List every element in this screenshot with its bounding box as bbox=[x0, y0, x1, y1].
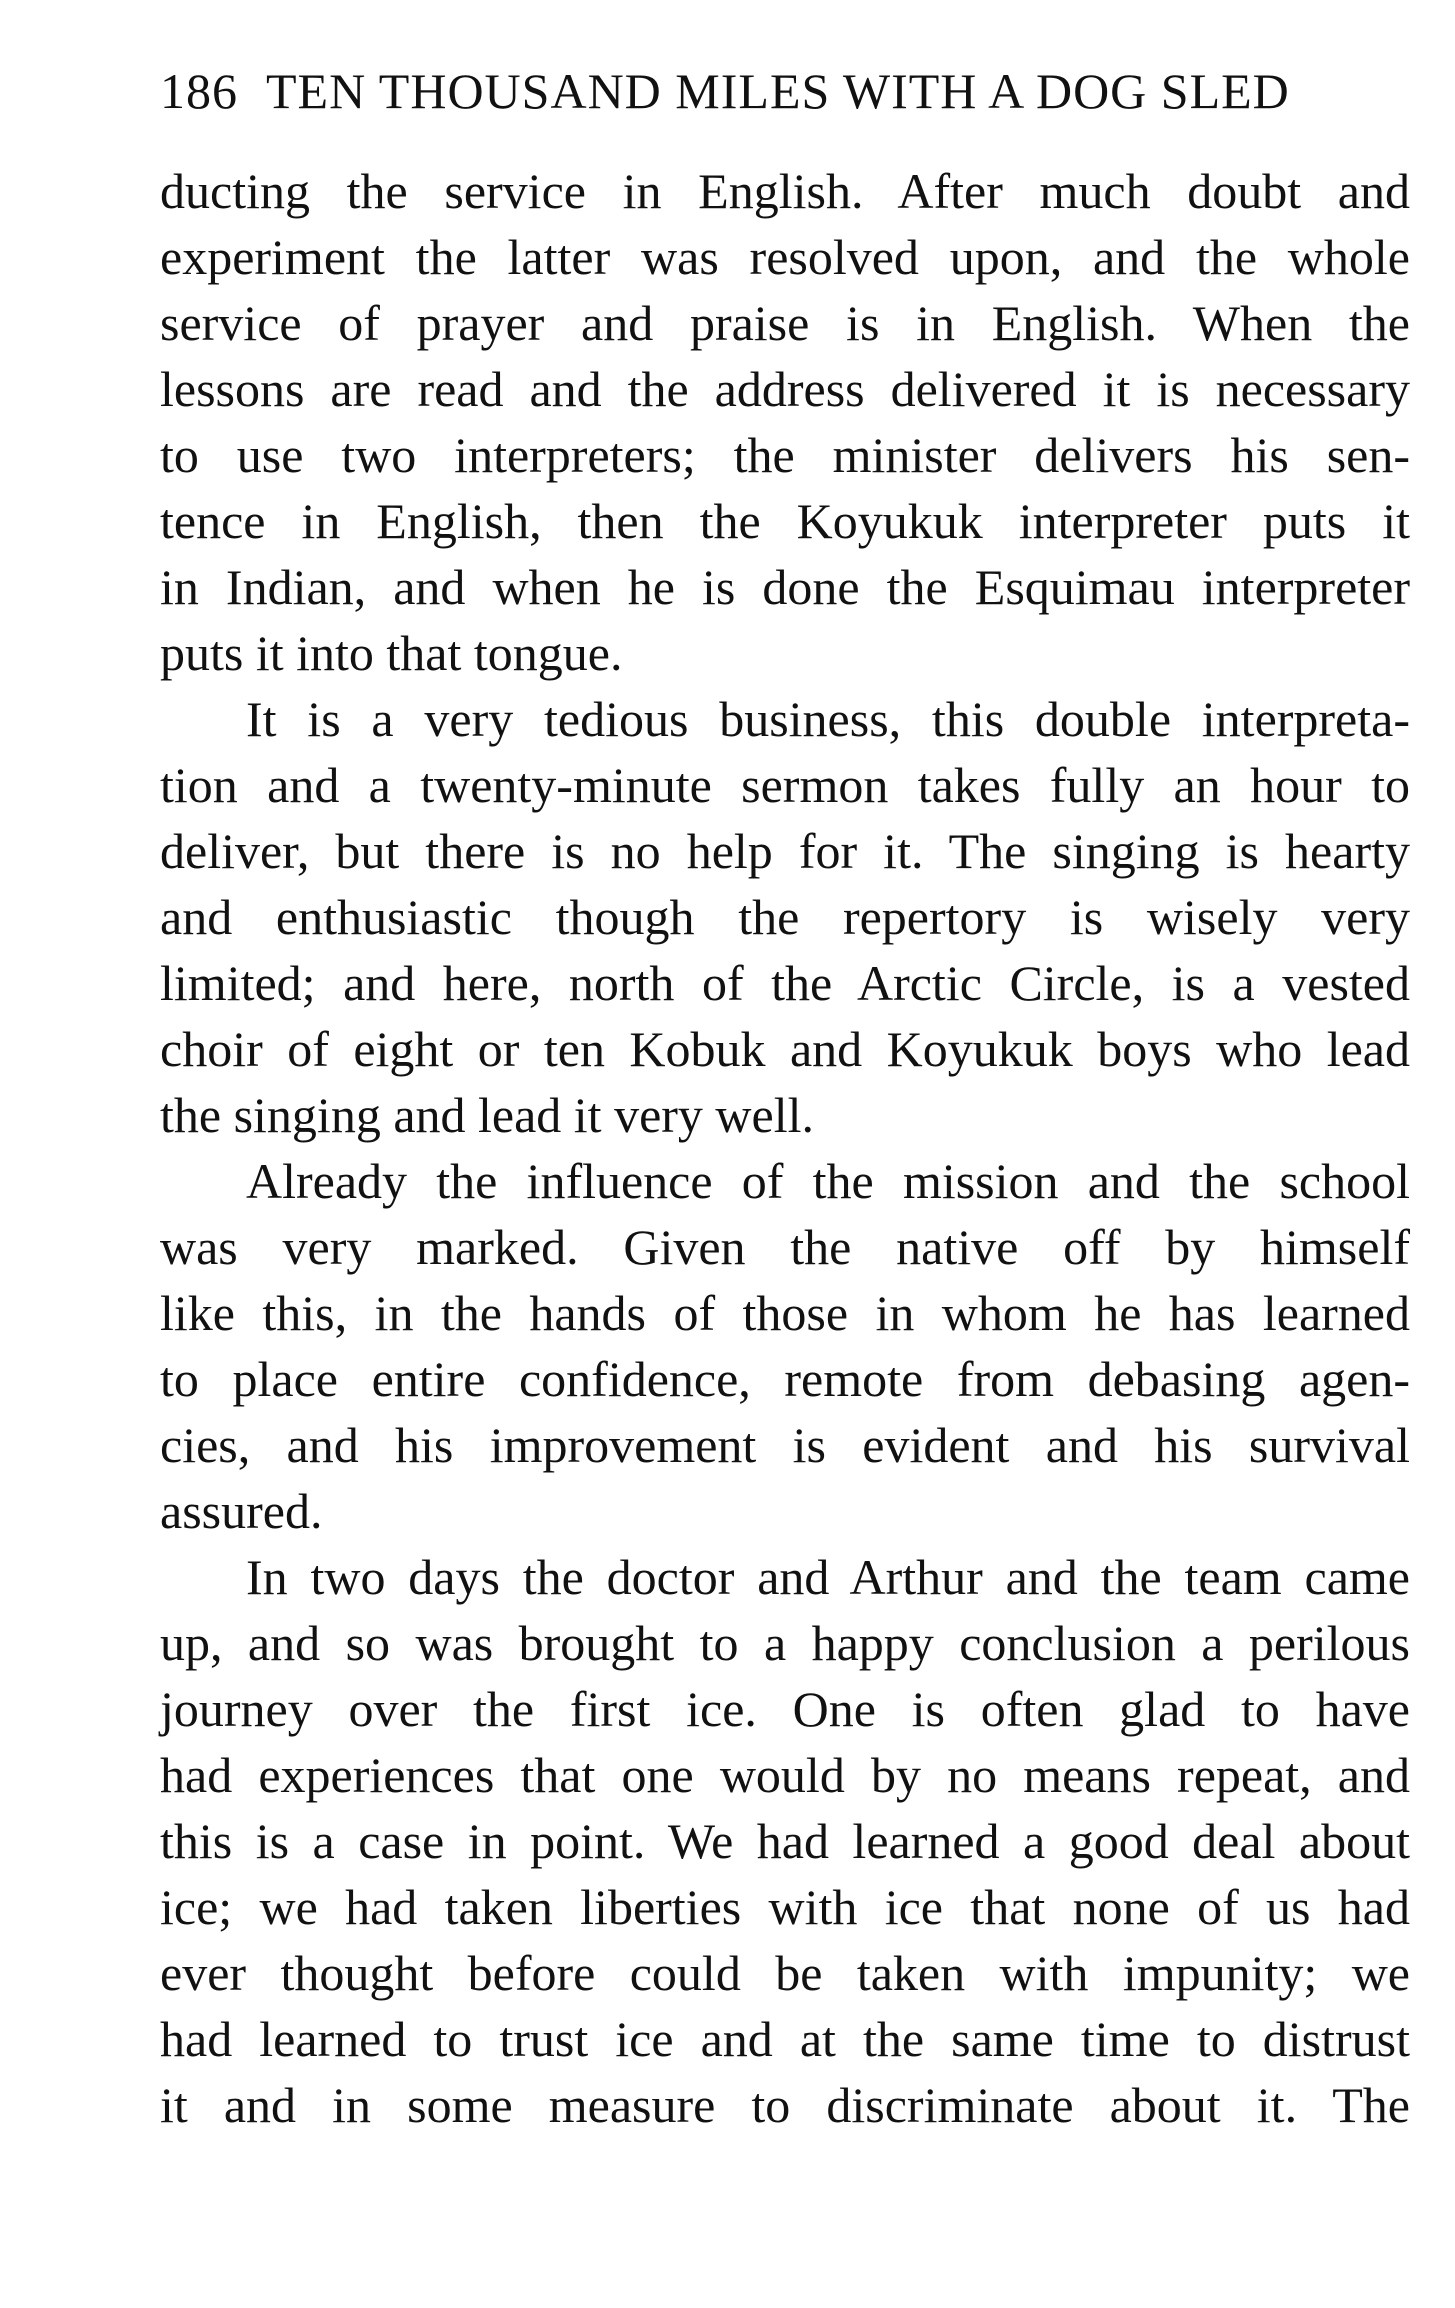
paragraph bbox=[160, 686, 1410, 1148]
text-line: ever thought before could be taken with impunity; we bbox=[160, 1945, 1410, 2001]
text-line: choir of eight or ten Kobuk and Koyukuk boys who lead bbox=[160, 1021, 1410, 1077]
running-title: TEN THOUSAND MILES WITH A DOG SLED bbox=[266, 63, 1290, 119]
text-line: service of prayer and praise is in English. When the bbox=[160, 295, 1410, 351]
text-line: deliver, but there is no help for it. The singing is hearty bbox=[160, 823, 1410, 879]
text-line: cies, and his improvement is evident and his survival bbox=[160, 1417, 1410, 1473]
text-line: puts it into that tongue. bbox=[160, 625, 623, 681]
text-line: was very marked. Given the native off by himself bbox=[160, 1219, 1410, 1275]
text-line: had experiences that one would by no means repeat, and bbox=[160, 1747, 1410, 1803]
text-line: assured. bbox=[160, 1483, 323, 1539]
text-line: in Indian, and when he is done the Esquimau interpreter bbox=[160, 559, 1410, 615]
text-line: it and in some measure to discriminate about it. The bbox=[160, 2077, 1410, 2133]
text-line: limited; and here, north of the Arctic Circle, is a vested bbox=[160, 955, 1410, 1011]
paragraph bbox=[160, 1544, 1410, 2138]
text-line: to use two interpreters; the minister delivers his sen- bbox=[160, 427, 1410, 483]
text-line: the singing and lead it very well. bbox=[160, 1087, 815, 1143]
text-line: and enthusiastic though the repertory is wisely very bbox=[160, 889, 1410, 945]
text-line: ducting the service in English. After much doubt and bbox=[160, 163, 1410, 219]
text-line: lessons are read and the address delivered it is necessary bbox=[160, 361, 1410, 417]
text-line: In two days the doctor and Arthur and the team came bbox=[246, 1549, 1410, 1605]
text-line: experiment the latter was resolved upon, and the whole bbox=[160, 229, 1410, 285]
text-line: like this, in the hands of those in whom he has learned bbox=[160, 1285, 1410, 1341]
running-head bbox=[160, 56, 1366, 126]
page-number: 186 bbox=[160, 63, 238, 119]
text-line: tion and a twenty-minute sermon takes fully an hour to bbox=[160, 757, 1410, 813]
text-line: It is a very tedious business, this double interpreta- bbox=[246, 691, 1410, 747]
text-line: Already the influence of the mission and the school bbox=[246, 1153, 1410, 1209]
text-line: journey over the first ice. One is often glad to have bbox=[160, 1681, 1410, 1737]
text-line: ice; we had taken liberties with ice that none of us had bbox=[160, 1879, 1410, 1935]
text-line: up, and so was brought to a happy conclusion a perilous bbox=[160, 1615, 1410, 1671]
paragraph bbox=[160, 158, 1410, 686]
paragraph bbox=[160, 1148, 1410, 1544]
text-line: to place entire confidence, remote from debasing agen- bbox=[160, 1351, 1410, 1407]
text-line: this is a case in point. We had learned a good deal about bbox=[160, 1813, 1410, 1869]
text-line: tence in English, then the Koyukuk interpreter puts it bbox=[160, 493, 1410, 549]
body-text bbox=[160, 158, 1410, 2138]
text-line: had learned to trust ice and at the same time to distrust bbox=[160, 2011, 1410, 2067]
